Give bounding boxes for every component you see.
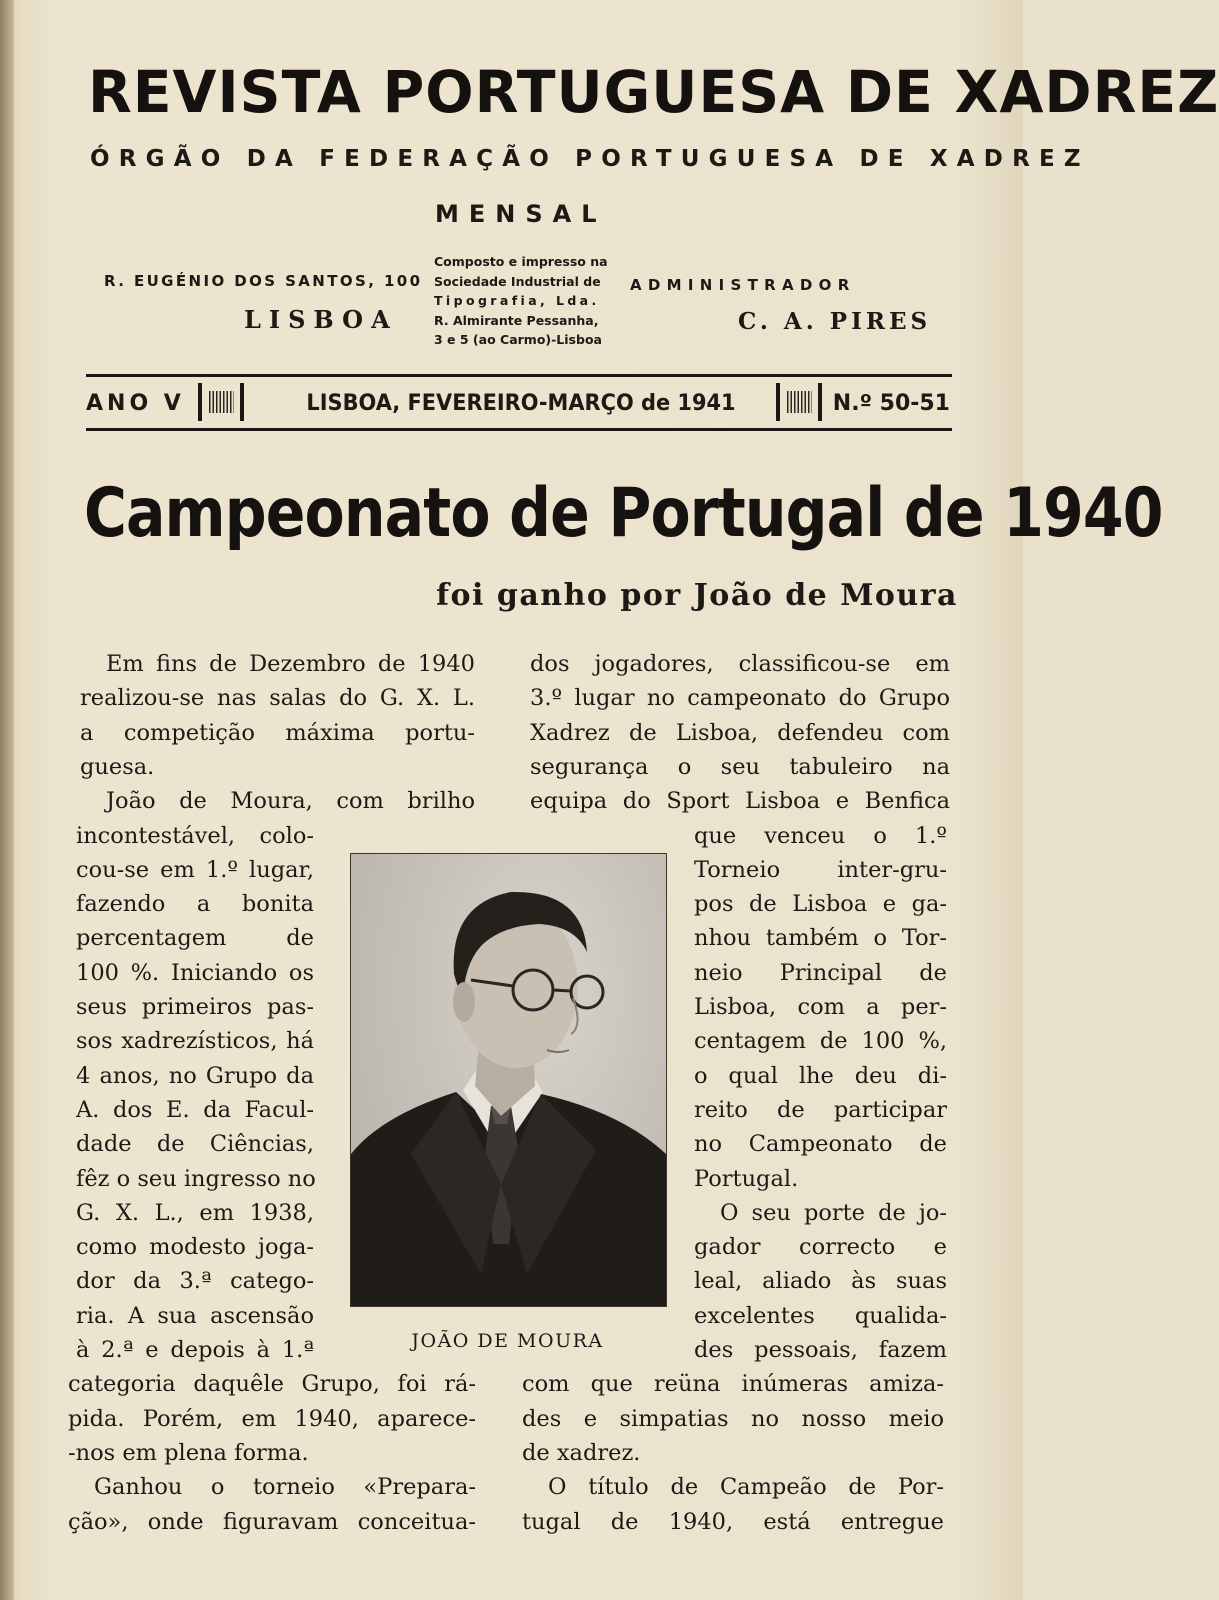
- text-line: Torneio inter-gru-: [694, 856, 947, 883]
- issue-year: ANO V: [86, 390, 185, 416]
- text-line: guesa.: [80, 753, 155, 780]
- text-line: ria. A sua ascensão: [76, 1302, 314, 1329]
- text-line: dade de Ciências,: [76, 1131, 314, 1158]
- text-line: -nos em plena forma.: [68, 1439, 309, 1466]
- address-street: R. EUGÉNIO DOS SANTOS, 100: [104, 272, 423, 290]
- magazine-subtitle: ÓRGÃO DA FEDERAÇÃO PORTUGUESA DE XADREZ: [90, 146, 1090, 172]
- text-line: tugal de 1940, está entregue: [522, 1508, 944, 1535]
- text-line: A. dos E. da Facul-: [76, 1096, 314, 1123]
- text-line: reito de participar: [694, 1096, 947, 1123]
- text-line: a competição máxima portu-: [80, 719, 475, 746]
- text-line: sos xadrezísticos, há: [76, 1028, 314, 1055]
- text-line: 4 anos, no Grupo da: [76, 1062, 314, 1089]
- text-line: O título de Campeão de Por-: [548, 1474, 944, 1501]
- printer-line: R. Almirante Pessanha,: [434, 312, 599, 328]
- text-line: Lisboa, com a per-: [694, 994, 947, 1020]
- text-line: pida. Porém, em 1940, aparece-: [68, 1405, 476, 1432]
- text-line: à 2.ª e depois à 1.ª: [76, 1337, 314, 1363]
- text-line: o qual lhe deu di-: [694, 1062, 947, 1089]
- text-line: fazendo a bonita: [76, 891, 314, 918]
- text-line: pos de Lisboa e ga-: [694, 891, 947, 918]
- portrait-figure: [351, 854, 666, 1306]
- text-line: G. X. L., em 1938,: [76, 1199, 314, 1226]
- text-line: Xadrez de Lisboa, defendeu com: [530, 719, 950, 746]
- text-line: nhou também o Tor-: [694, 925, 947, 952]
- text-line: centagem de 100 %,: [694, 1028, 947, 1055]
- text-line: gador correcto e: [694, 1234, 947, 1261]
- text-line: categoria daquêle Grupo, foi rá-: [68, 1371, 476, 1398]
- text-line: incontestável, colo-: [76, 822, 314, 849]
- text-line: Portugal.: [694, 1165, 799, 1192]
- ornament-right: [776, 383, 822, 421]
- text-line: percentagem de: [76, 925, 314, 952]
- text-line: realizou-se nas salas do G. X. L.: [80, 685, 475, 712]
- printer-line: Sociedade Industrial de: [434, 273, 601, 289]
- text-line: no Campeonato de: [694, 1131, 947, 1158]
- text-line: como modesto joga-: [76, 1234, 314, 1261]
- administrator-label: ADMINISTRADOR: [630, 276, 856, 294]
- printer-info: [434, 252, 609, 350]
- text-line: 3.º lugar no campeonato do Grupo: [530, 685, 950, 712]
- text-line: O seu porte de jo-: [720, 1199, 947, 1226]
- text-line: 100 %. Iniciando os: [76, 959, 314, 986]
- text-line: leal, aliado às suas: [694, 1268, 947, 1295]
- text-line: equipa do Sport Lisboa e Benfica: [530, 788, 950, 815]
- text-line: neio Principal de: [694, 959, 947, 986]
- text-line: segurança o seu tabuleiro na: [530, 753, 950, 780]
- bottom-rule: [86, 428, 952, 431]
- text-line: dor da 3.ª catego-: [76, 1268, 314, 1295]
- text-line: ção», onde figuravam conceitua-: [68, 1508, 476, 1535]
- article-subheadline: foi ganho por João de Moura: [436, 578, 958, 613]
- issue-bar: [86, 381, 952, 425]
- text-line: excelentes qualida-: [694, 1302, 947, 1329]
- printer-line: 3 e 5 (ao Carmo)-Lisboa: [434, 332, 602, 347]
- text-line: de xadrez.: [522, 1439, 641, 1466]
- binding-edge: [0, 0, 14, 1600]
- text-line: Ganhou o torneio «Prepara-: [94, 1474, 476, 1501]
- portrait-photo: [350, 853, 667, 1307]
- magazine-title: REVISTA PORTUGUESA DE XADREZ: [88, 58, 1219, 126]
- text-line: com que reüna inúmeras amiza-: [522, 1371, 944, 1398]
- ornament-left: [198, 383, 244, 421]
- text-line: Em fins de Dezembro de 1940: [106, 651, 475, 677]
- issue-number: N.º 50-51: [832, 390, 950, 416]
- text-line: seus primeiros pas-: [76, 994, 314, 1020]
- article-headline: Campeonato de Portugal de 1940: [84, 474, 1163, 553]
- publication-frequency: MENSAL: [435, 200, 607, 228]
- address-city: LISBOA: [244, 305, 398, 334]
- text-line: fêz o seu ingresso no: [76, 1165, 316, 1192]
- text-line: João de Moura, com brilho: [106, 788, 475, 815]
- top-rule: [86, 374, 952, 377]
- administrator-name: C. A. PIRES: [738, 308, 932, 335]
- text-line: des pessoais, fazem: [694, 1337, 947, 1363]
- text-line: que venceu o 1.º: [694, 822, 947, 849]
- issue-date: LISBOA, FEVEREIRO-MARÇO de 1941: [306, 390, 736, 416]
- photo-caption: JOÃO DE MOURA: [411, 1330, 604, 1352]
- printer-line: Tipografia, Lda.: [434, 293, 600, 308]
- text-line: cou-se em 1.º lugar,: [76, 856, 314, 883]
- printer-line: Composto e impresso na: [434, 254, 608, 269]
- text-line: des e simpatias no nosso meio: [522, 1405, 944, 1432]
- text-line: dos jogadores, classificou-se em: [530, 651, 950, 677]
